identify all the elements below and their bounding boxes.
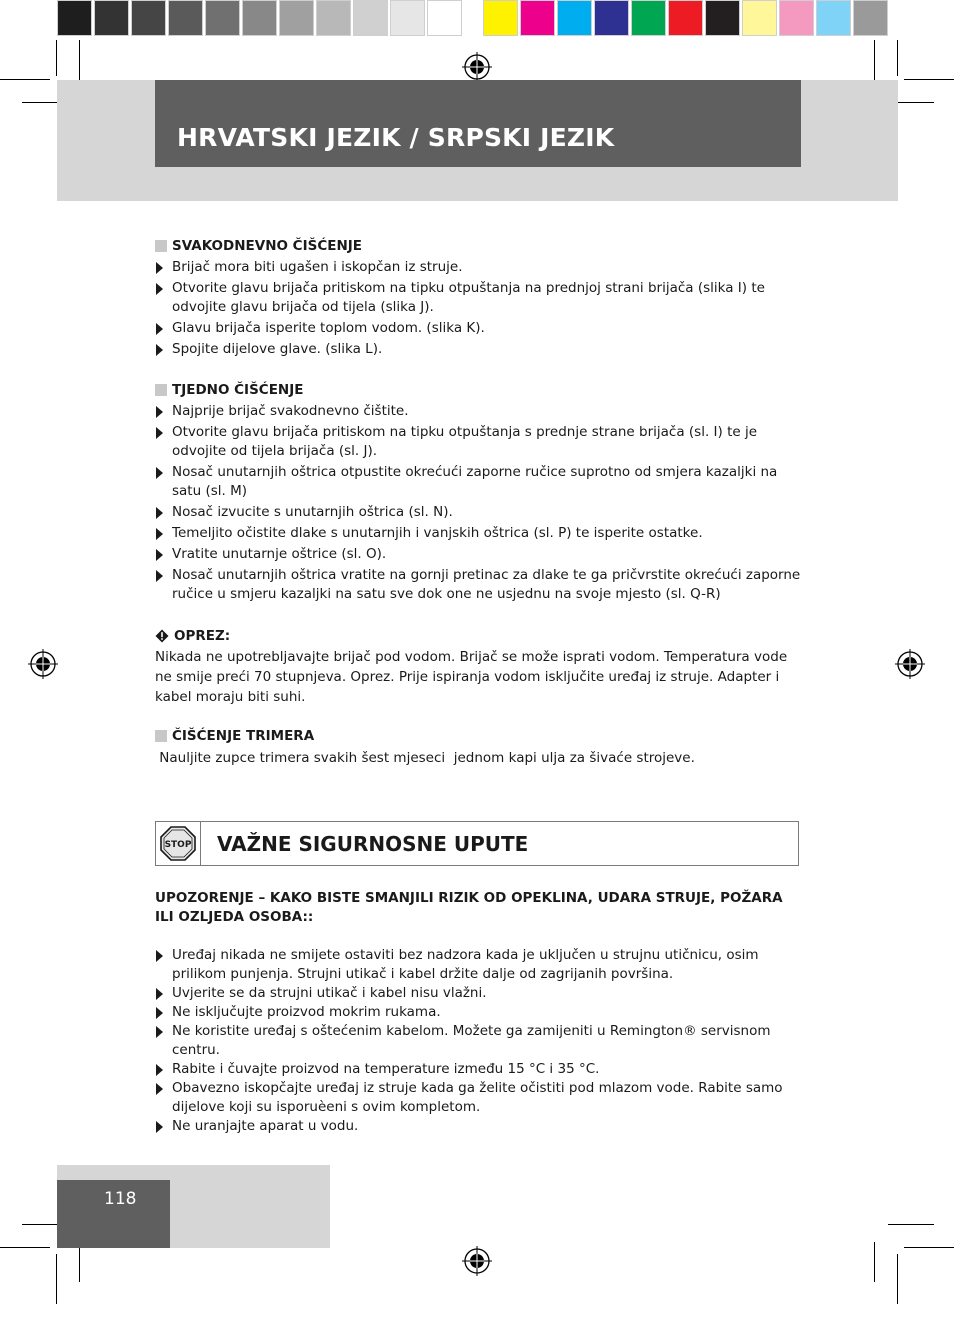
- warning-diamond-icon: [155, 629, 169, 643]
- color-swatch: [594, 0, 629, 36]
- stop-sign-icon: [156, 822, 200, 865]
- list-item-text: Nosač unutarnjih oštrica otpustite okrećući zaporne ručice suprotno od smjera kazaljki na satu (sl. M): [172, 464, 778, 499]
- stop-sign-label: STOP: [164, 840, 192, 850]
- list-item: [155, 984, 803, 1003]
- color-swatch: [279, 0, 314, 36]
- list-item: [155, 423, 803, 461]
- list-item-text: Otvorite glavu brijača pritiskom na tipku otpuštanja s prednje strane brijača (sl. I) te je odvojite od tijela brijača (sl. J).: [172, 424, 758, 459]
- color-swatch: [131, 0, 166, 36]
- section-title: TJEDNO ČIŠĆENJE: [172, 382, 304, 398]
- safety-heading-box: [155, 821, 799, 866]
- color-swatch: [390, 0, 425, 36]
- crop-mark: [874, 40, 875, 84]
- list-item-text: Nosač izvucite s unutarnjih oštrica (sl. N).: [172, 504, 453, 520]
- color-swatch: [520, 0, 555, 36]
- list-item: [155, 946, 803, 984]
- list-item-text: Nosač unutarnjih oštrica vratite na gornji pretinac za dlake te ga pričvrstite okrećući zaporne ručice u smjeru kazaljki na satu sve dok one ne usjednu na svoje mjesto (sl. Q-R): [172, 567, 801, 602]
- list-item: [155, 1060, 803, 1079]
- section-daily-cleaning: [155, 236, 803, 361]
- list-item-text: Uređaj nikada ne smijete ostaviti bez nadzora kada je uključen u strujnu utičnicu, osim prilikom punjenja. Strujni utikač i kabel držite dalje od zagrijanih površina.: [172, 947, 759, 982]
- color-swatch: [557, 0, 592, 36]
- color-swatch: [816, 0, 851, 36]
- color-swatch: [242, 0, 277, 36]
- crop-mark: [897, 40, 898, 76]
- list-item: [155, 524, 803, 543]
- list-item: [155, 503, 803, 522]
- arrow-bullet-icon: [156, 988, 163, 1000]
- color-swatch: [168, 0, 203, 36]
- list-item-text: Ne koristite uređaj s oštećenim kabelom. Možete ga zamijeniti u Remington® servisnom centru.: [172, 1023, 771, 1058]
- registration-mark-icon: [462, 52, 492, 82]
- arrow-bullet-icon: [156, 427, 163, 439]
- arrow-bullet-icon: [156, 1026, 163, 1038]
- square-bullet-icon: [155, 240, 167, 252]
- color-swatch: [705, 0, 740, 36]
- arrow-bullet-icon: [156, 283, 163, 295]
- list-item: [155, 566, 803, 604]
- caution-text: Nikada ne upotrebljavajte brijač pod vodom. Brijač se može isprati vodom. Temperatura vode ne smije preći 70 stupnjeva. Oprez. Prije ispiranja vodom isključite uređaj iz struje. Adapter i kabel moraju biti suhi.: [155, 649, 788, 705]
- arrow-bullet-icon: [156, 323, 163, 335]
- arrow-bullet-icon: [156, 507, 163, 519]
- crop-mark: [79, 1242, 80, 1282]
- grayscale-color-bar: [57, 0, 464, 38]
- arrow-bullet-icon: [156, 1007, 163, 1019]
- list-item: [155, 1117, 803, 1136]
- crop-mark: [79, 40, 80, 84]
- color-swatch: [853, 0, 888, 36]
- color-swatch: [57, 0, 92, 36]
- arrow-bullet-icon: [156, 1064, 163, 1076]
- list-item: [155, 258, 803, 277]
- arrow-bullet-icon: [156, 262, 163, 274]
- crop-mark: [0, 1247, 50, 1248]
- safety-warning: UPOZORENJE – KAKO BISTE SMANJILI RIZIK OD OPEKLINA, UDARA STRUJE, POŽARA ILI OZLJEDA OSOBA::: [155, 890, 783, 925]
- list-item-text: Vratite unutarnje oštrice (sl. O).: [172, 546, 387, 562]
- list-item-text: Obavezno iskopčajte uređaj iz struje kada ga želite očistiti pod mlazom vode. Rabite samo dijelove koji su isporuèeni s ovim kompletom.: [172, 1080, 783, 1115]
- list-item-text: Ne isključujte proizvod mokrim rukama.: [172, 1004, 441, 1020]
- page-number: 118: [104, 1189, 137, 1209]
- trimmer-text: Nauljite zupce trimera svakih šest mjeseci jednom kapi ulja za šivaće strojeve.: [155, 750, 695, 766]
- list-item: [155, 463, 803, 501]
- list-item-text: Uvjerite se da strujni utikač i kabel nisu vlažni.: [172, 985, 487, 1001]
- color-swatch: [668, 0, 703, 36]
- crop-mark: [897, 1254, 898, 1304]
- section-title: OPREZ:: [174, 628, 231, 644]
- crop-mark: [56, 40, 57, 76]
- crop-mark: [874, 1242, 875, 1282]
- daily-cleaning-list: [155, 258, 803, 359]
- crop-mark: [888, 1224, 934, 1225]
- registration-mark-icon: [28, 649, 58, 679]
- list-item: [155, 1022, 803, 1060]
- list-item: [155, 279, 803, 317]
- list-item-text: Rabite i čuvajte proizvod na temperature između 15 °C i 35 °C.: [172, 1061, 600, 1077]
- crop-mark: [904, 79, 954, 80]
- arrow-bullet-icon: [156, 1083, 163, 1095]
- list-item: [155, 402, 803, 421]
- arrow-bullet-icon: [156, 467, 163, 479]
- safety-list: [155, 946, 803, 1136]
- safety-title: VAŽNE SIGURNOSNE UPUTE: [217, 832, 529, 856]
- registration-mark-icon: [462, 1246, 492, 1276]
- list-item: [155, 1079, 803, 1117]
- color-swatch: [742, 0, 777, 36]
- square-bullet-icon: [155, 730, 167, 742]
- section-trimmer-cleaning: [155, 726, 803, 768]
- page-title: HRVATSKI JEZIK / SRPSKI JEZIK: [177, 123, 615, 152]
- arrow-bullet-icon: [156, 549, 163, 561]
- arrow-bullet-icon: [156, 950, 163, 962]
- color-swatch: [205, 0, 240, 36]
- color-swatch: [779, 0, 814, 36]
- page-number-box: [57, 1180, 170, 1248]
- color-swatch: [631, 0, 666, 36]
- color-swatch: [427, 0, 462, 36]
- section-safety-instructions: [155, 889, 803, 1136]
- list-item-text: Spojite dijelove glave. (slika L).: [172, 341, 383, 357]
- arrow-bullet-icon: [156, 406, 163, 418]
- arrow-bullet-icon: [156, 528, 163, 540]
- list-item-text: Glavu brijača isperite toplom vodom. (slika K).: [172, 320, 485, 336]
- section-title: SVAKODNEVNO ČIŠĆENJE: [172, 238, 363, 254]
- list-item-text: Otvorite glavu brijača pritiskom na tipku otpuštanja na prednjoj strani brijača (slika I) te odvojite glavu brijača od tijela (slika J).: [172, 280, 765, 315]
- list-item: [155, 545, 803, 564]
- registration-mark-icon: [895, 649, 925, 679]
- list-item-text: Ne uranjajte aparat u vodu.: [172, 1118, 359, 1134]
- list-item-text: Brijač mora biti ugašen i iskopčan iz struje.: [172, 259, 463, 275]
- arrow-bullet-icon: [156, 344, 163, 356]
- arrow-bullet-icon: [156, 1121, 163, 1133]
- color-swatch: [483, 0, 518, 36]
- list-item-text: Temeljito očistite dlake s unutarnjih i vanjskih oštrica (sl. P) te isperite ostatke.: [172, 525, 703, 541]
- list-item: [155, 340, 803, 359]
- list-item: [155, 1003, 803, 1022]
- section-caution: [155, 626, 803, 707]
- header-title-box: [155, 80, 801, 167]
- arrow-bullet-icon: [156, 570, 163, 582]
- color-swatch: [94, 0, 129, 36]
- section-title: ČIŠĆENJE TRIMERA: [172, 728, 315, 744]
- crop-mark: [0, 79, 50, 80]
- process-color-bar: [483, 0, 890, 38]
- color-swatch: [316, 0, 351, 36]
- crop-mark: [56, 1254, 57, 1304]
- section-weekly-cleaning: [155, 380, 803, 606]
- list-item: [155, 319, 803, 338]
- weekly-cleaning-list: [155, 402, 803, 604]
- list-item-text: Najprije brijač svakodnevno čištite.: [172, 403, 409, 419]
- color-swatch: [353, 0, 388, 36]
- square-bullet-icon: [155, 384, 167, 396]
- crop-mark: [904, 1247, 954, 1248]
